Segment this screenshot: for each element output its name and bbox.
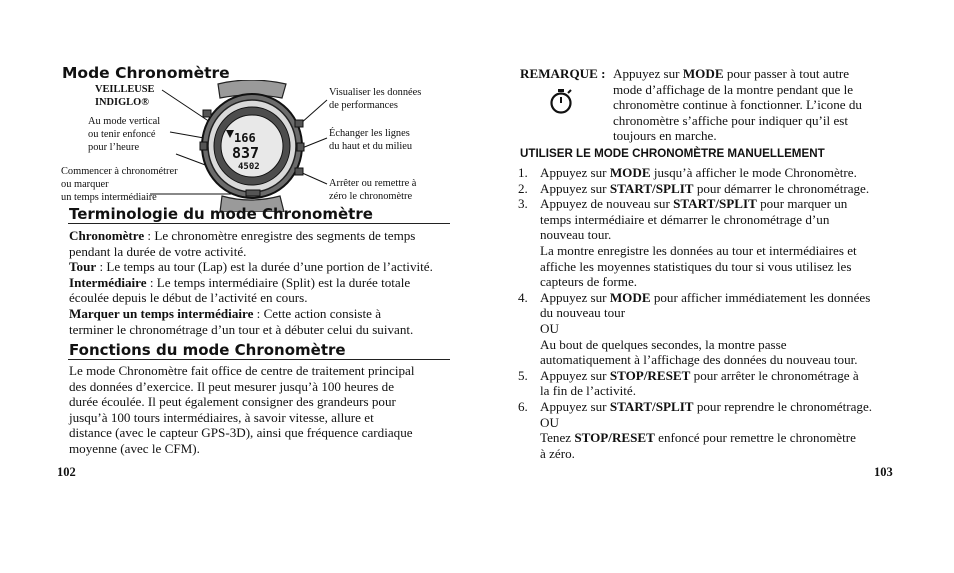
term-chronometre: Chronomètre : Le chronomètre enregistre des segments de temps pendant la durée de votre activité.: [69, 228, 416, 259]
manual-heading: UTILISER LE MODE CHRONOMÈTRE MANUELLEMENT: [520, 147, 825, 160]
term-intermediaire: Intermédiaire : Le temps intermédiaire (Split) est la durée totale écoulée depuis le début de l’activité en cours.: [69, 274, 411, 306]
stopwatch-icon: [548, 88, 574, 116]
list-item: 3. Appuyez de nouveau sur START/SPLIT pour marquer un temps intermédiaire et démarrer le chronométrage d’un nouveau tour. La montre enregistre les données au tour et intermédiaires et affiche les moyennes statistiques du tour si vous utilisez les capteurs de forme.: [518, 196, 857, 290]
terminology-list: [69, 228, 454, 337]
remark-text: Appuyez sur MODE pour passer à tout autre mode d’affichage de la montre pendant que le chronomètre continue à fonctionner. L’icone du chronomètre s’affiche pour indiquer qu’il est toujours en marche.: [613, 66, 862, 144]
list-item: 1. Appuyez sur MODE jusqu’à afficher le mode Chronomètre.: [518, 165, 857, 180]
callout-stop-reset: Arrêter ou remettre à zéro le chronomètre: [329, 178, 417, 202]
callout-view-data: Visualiser les données de performances: [329, 87, 422, 111]
steps-list: [518, 165, 903, 461]
callout-swap-lines: Échanger les lignes du haut et du milieu: [329, 128, 413, 152]
callout-vertical-mode: Au mode vertical ou tenir enfoncé pour l’heure: [88, 116, 161, 153]
list-item: 6. Appuyez sur START/SPLIT pour reprendre le chronométrage. OU Tenez STOP/RESET enfoncé pour remettre le chronomètre à zéro.: [518, 398, 873, 461]
watch-display-bottom: 4502: [238, 162, 260, 172]
watch-display-middle: 837: [232, 144, 260, 162]
page-number-right: 103: [874, 465, 893, 479]
list-item: 5. Appuyez sur STOP/RESET pour arrêter le chronométrage à la fin de l’activité.: [518, 367, 859, 399]
callout-backlight: VEILLEUSE INDIGLO®: [95, 84, 155, 108]
page-title: Mode Chronomètre: [62, 64, 230, 82]
page-number-left: 102: [57, 465, 76, 479]
term-tour: Tour : Le temps au tour (Lap) est la durée d’une portion de l’activité.: [69, 259, 433, 275]
divider: [68, 223, 450, 224]
term-marquer: Marquer un temps intermédiaire : Cette action consiste à terminer le chronométrage d’un tour et à débuter celui du suivant.: [69, 305, 414, 337]
remark: REMARQUE :: [520, 66, 606, 81]
divider: [68, 359, 450, 360]
watch-illustration: [150, 80, 340, 212]
functions-paragraph: Le mode Chronomètre fait office de centre de traitement principal des données d’exercice. Il peut mesurer jusqu’à 100 heures de durée écoulée. Il peut également consigner des grandeurs pour jusqu’à 100 tours intermédiaires, à savoir vitesse, allure et distance (avec le capteur GPS-3D), ainsi que fréquence cardiaque moyenne (avec le CFM).: [69, 363, 415, 456]
callout-start-split: Commencer à chronométrer ou marquer un temps intermédiaire: [61, 166, 178, 203]
list-item: 2. Appuyez sur START/SPLIT pour démarrer le chronométrage.: [518, 180, 870, 196]
watch-display-top: 166: [234, 131, 256, 145]
terminology-heading: Terminologie du mode Chronomètre: [69, 205, 373, 223]
list-item: 4. Appuyez sur MODE pour afficher immédiatement les données du nouveau tour OU Au bout de quelques secondes, la montre passe automatiquement à l’affichage des données du nouveau tour.: [518, 289, 871, 368]
functions-heading: Fonctions du mode Chronomètre: [69, 341, 346, 359]
